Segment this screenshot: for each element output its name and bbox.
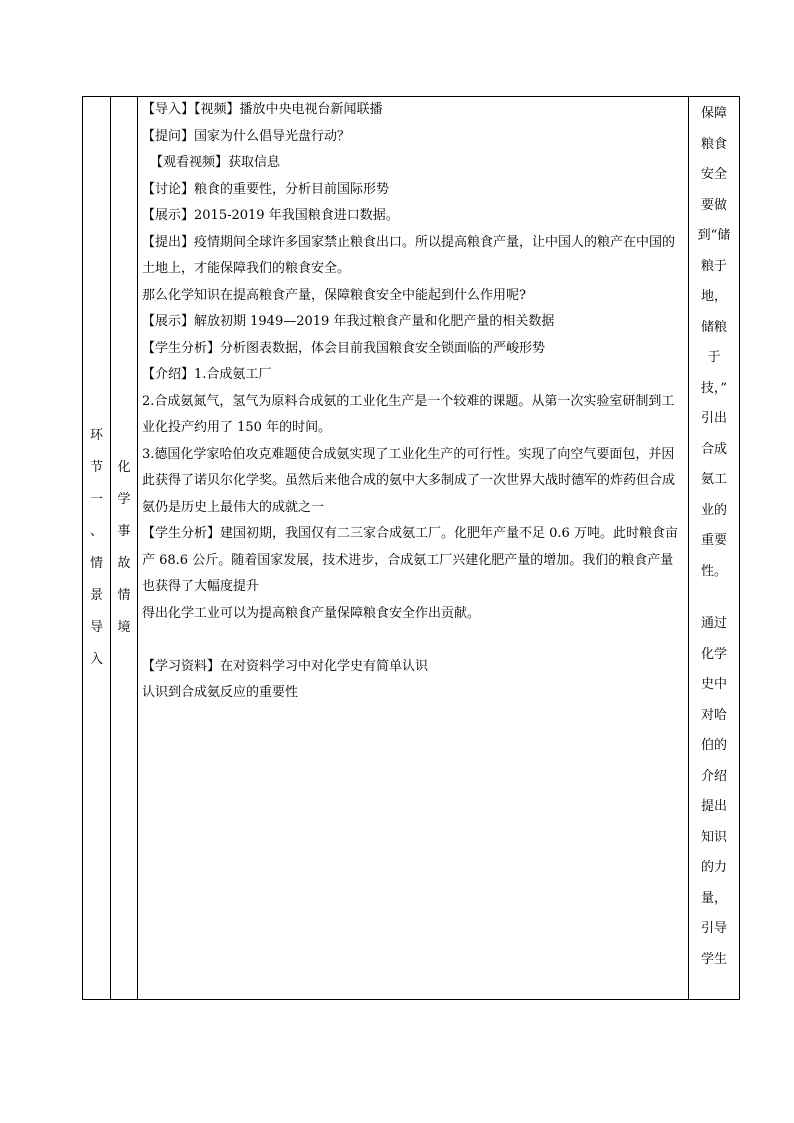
sub-stage-cell <box>111 97 138 1000</box>
intent-line: 粮于 <box>700 258 727 274</box>
stage-label-char: 导 <box>89 620 103 635</box>
stage-label-char: 一 <box>89 492 103 507</box>
intent-line: 介绍 <box>700 768 727 784</box>
activity-line: 得出化学工业可以为提高粮食产量保障粮食安全作出贡献。 <box>142 605 481 621</box>
activity-line: 【学生分析】分析图表数据，体会目前我国粮食安全锁面临的严峻形势 <box>142 340 546 356</box>
sub-stage-label-char: 故 <box>117 556 131 571</box>
sub-stage-label <box>111 97 137 999</box>
intent-line: 业的 <box>700 502 727 518</box>
intent-line: 要做 <box>700 197 727 213</box>
intent-line: 引出 <box>700 411 727 426</box>
intent-line: 地， <box>700 289 727 304</box>
activity-line: 【学习资料】在对资料学习中对化学史有简单认识 <box>142 658 429 674</box>
intent-line: 量， <box>700 890 727 906</box>
design-intent-cell <box>689 97 740 1000</box>
activity-line: 【学生分析】建国初期，我国仅有二三家合成氨工厂。化肥年产量不足 0.6 万吨。此时粮食亩产 68.6 公斤。随着国家发展，技术进步，合成氨工厂兴建化肥产量的增加。我们的粮食产量也获得了大幅度提升 <box>142 526 678 594</box>
intent-line: 氨工 <box>700 472 727 487</box>
activity-line: 【导入】【视频】播放中央电视台新闻联播 <box>142 102 383 117</box>
activity-spacer <box>142 627 682 654</box>
activity-line: 认识到合成氨反应的重要性 <box>142 685 299 700</box>
intent-line: 保障 <box>700 106 727 121</box>
intent-line: 化学 <box>700 646 727 662</box>
sub-stage-label-char: 情 <box>117 588 131 603</box>
teaching-activity-cell <box>138 97 689 1000</box>
stage-label-char: 入 <box>89 652 103 667</box>
intent-line: 于 <box>707 350 721 365</box>
activity-line: 【展示】2015-2019 年我国粮食进口数据。 <box>142 208 399 223</box>
stage-label-char: 环 <box>89 428 103 443</box>
intent-line: 通过 <box>700 616 727 631</box>
sub-stage-label-char: 境 <box>117 620 131 635</box>
activity-line: 【展示】解放初期 1949—2019 年我过粮食产量和化肥产量的相关数据 <box>142 314 555 329</box>
activity-line: 3.德国化学家哈伯攻克难题使合成氨实现了工业化生产的可行性。实现了向空气要面包，并因此获得了诺贝尔化学奖。虽然后来他合成的氨中大多制成了一次世界大战时德军的炸药但合成氨仍是历史上最伟大的成就之一 <box>142 446 676 515</box>
intent-line: 引导 <box>700 921 727 936</box>
sub-stage-label-char: 事 <box>117 524 131 539</box>
intent-line: 伯的 <box>700 738 727 753</box>
activity-line: 【讨论】粮食的重要性，分析目前国际形势 <box>142 181 390 197</box>
stage-label-char: 情 <box>89 556 103 571</box>
stage-cell <box>83 97 111 1000</box>
intent-line: 安全 <box>700 167 727 182</box>
intent-line: 的力 <box>700 860 727 875</box>
stage-label-char: 节 <box>89 460 103 475</box>
activity-line: 【介绍】1.合成氨工厂 <box>142 367 272 382</box>
intent-line: 到“储 <box>697 228 731 243</box>
lesson-plan-table <box>82 96 740 1000</box>
table-row <box>83 97 740 1000</box>
stage-label-char: 景 <box>89 588 103 603</box>
intent-line: 知识 <box>700 829 727 845</box>
intent-line: 合成 <box>700 441 727 457</box>
intent-line: 学生 <box>700 951 727 967</box>
design-intent-content <box>689 97 739 975</box>
intent-line: 史中 <box>700 677 727 692</box>
intent-line: 重要 <box>700 533 727 548</box>
sub-stage-label-char: 化 <box>117 460 131 475</box>
activity-line: 【提问】国家为什么倡导光盘行动？ <box>142 128 351 144</box>
activity-line: 【提出】疫情期间全球许多国家禁止粮食出口。所以提高粮食产量，让中国人的粮产在中国的土地上，才能保障我们的粮食安全。 <box>142 234 676 276</box>
sub-stage-label-char: 学 <box>117 492 131 507</box>
intent-line: 粮食 <box>700 136 727 152</box>
teaching-activity-content <box>142 97 682 707</box>
intent-line: 技，” <box>700 380 728 396</box>
intent-line: 储粮 <box>700 319 727 335</box>
stage-label <box>83 97 110 999</box>
activity-line: 2.合成氨氮气，氢气为原料合成氨的工业化生产是一个较难的课题。从第一次实验室研制到工业化投产约用了 150 年的时间。 <box>142 393 675 435</box>
activity-line: 那么化学知识在提高粮食产量，保障粮食安全中能起到什么作用呢? <box>142 287 526 303</box>
activity-line: 【观看视频】获取信息 <box>150 155 281 170</box>
stage-label-char: 、 <box>89 524 103 539</box>
intent-line: 对哈 <box>700 707 727 723</box>
intent-line: 提出 <box>700 799 727 814</box>
intent-line: 性。 <box>700 563 727 579</box>
